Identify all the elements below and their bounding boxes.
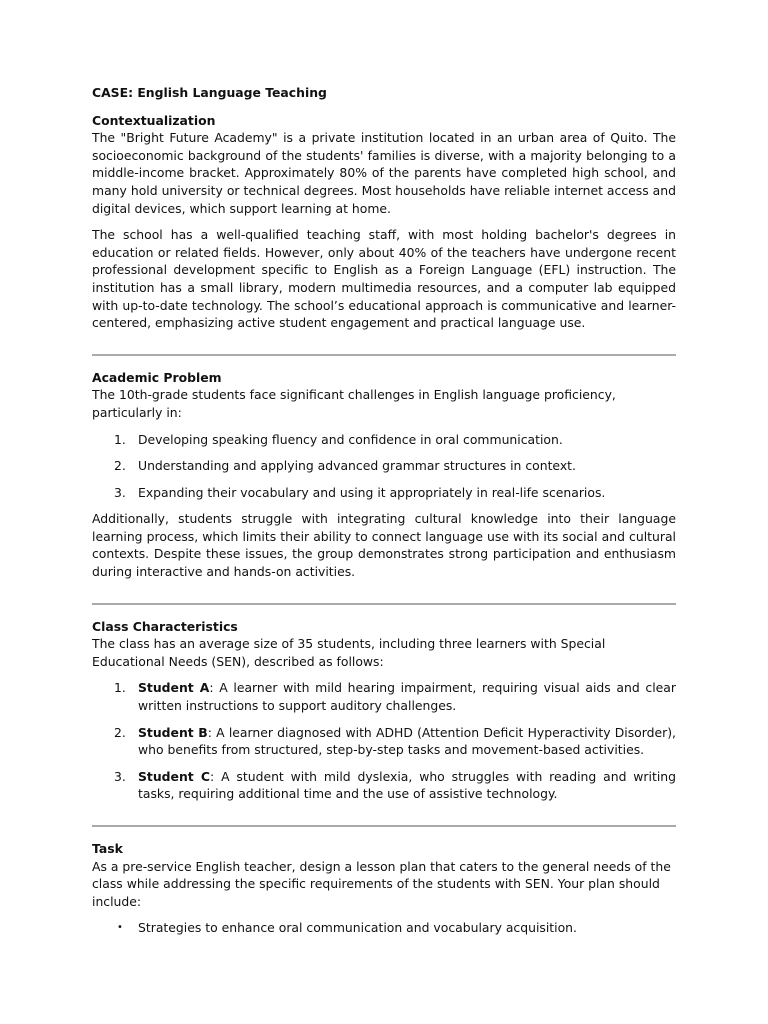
document-page	[92, 84, 676, 946]
student-label: Student C	[138, 768, 211, 784]
bullet-icon: •	[117, 922, 123, 934]
list-number: 1.	[114, 680, 126, 696]
case-title: CASE: English Language Teaching	[92, 85, 327, 100]
list-item	[92, 457, 676, 475]
student-label: Student B	[138, 724, 208, 740]
list-item-text: Expanding their vocabulary and using it appropriately in real-life scenarios.	[138, 484, 606, 500]
list-item	[92, 431, 676, 449]
list-number: 1.	[114, 431, 126, 447]
student-description: : A learner with mild hearing impairment, requiring visual aids and clear written instructions to support auditory challenges.	[138, 680, 676, 714]
contextualization-paragraph-1: The "Bright Future Academy" is a private institution located in an urban area of Quito. The socioeconomic background of the students' families is diverse, with a majority belonging to a middle-income bracket. Approximately 80% of the parents have completed high school, and many hold university or technical degrees. Most households have reliable internet access and digital devices, which support learning at home.	[92, 130, 676, 216]
contextualization-heading: Contextualization	[92, 112, 216, 128]
student-description: : A learner diagnosed with ADHD (Attention Deficit Hyperactivity Disorder), who benefits from structured, step-by-step tasks and movement-based activities.	[138, 724, 676, 758]
class-characteristics-intro: The class has an average size of 35 students, including three learners with Special Educational Needs (SEN), described as follows:	[92, 636, 606, 669]
student-list	[92, 679, 676, 803]
student-description: : A student with mild dyslexia, who struggles with reading and writing tasks, requiring additional time and the use of assistive technology.	[138, 768, 676, 802]
task-heading: Task	[92, 841, 123, 856]
list-number: 2.	[114, 458, 126, 474]
list-item	[92, 768, 676, 803]
academic-problem-list	[92, 431, 676, 502]
student-label: Student A	[138, 680, 210, 696]
list-number: 3.	[114, 768, 126, 784]
list-item	[92, 919, 676, 937]
list-number: 3.	[114, 484, 126, 500]
list-number: 2.	[114, 724, 126, 740]
list-item	[92, 484, 676, 502]
list-item-text: Developing speaking fluency and confidence in oral communication.	[138, 431, 563, 447]
list-item	[92, 679, 676, 714]
section-divider	[92, 354, 676, 356]
academic-problem-heading: Academic Problem	[92, 369, 222, 385]
task-intro: As a pre-service English teacher, design a lesson plan that caters to the general needs of the class while addressing the specific requirements of the students with SEN. Your plan should include:	[92, 858, 671, 909]
section-divider	[92, 603, 676, 605]
list-item-text: Strategies to enhance oral communication and vocabulary acquisition.	[138, 920, 577, 936]
list-item-text: Understanding and applying advanced grammar structures in context.	[138, 458, 576, 474]
academic-problem-intro: The 10th-grade students face significant challenges in English language proficiency, particularly in:	[92, 387, 616, 420]
task-list	[92, 919, 676, 937]
list-item	[92, 724, 676, 759]
section-divider	[92, 825, 676, 827]
class-characteristics-heading: Class Characteristics	[92, 618, 238, 634]
contextualization-paragraph-2: The school has a well-qualified teaching staff, with most holding bachelor's degrees in education or related fields. However, only about 40% of the teachers have undergone recent professional development specific to English as a Foreign Language (EFL) instruction. The institution has a small library, modern multimedia resources, and a computer lab equipped with up-to-date technology. The school’s educational approach is communicative and learner-centered, emphasizing active student engagement and practical language use.	[92, 227, 676, 331]
academic-problem-closing: Additionally, students struggle with integrating cultural knowledge into their language learning process, which limits their ability to connect language use with its social and cultural contexts. Despite these issues, the group demonstrates strong participation and enthusiasm during interactive and hands-on activities.	[92, 511, 676, 580]
